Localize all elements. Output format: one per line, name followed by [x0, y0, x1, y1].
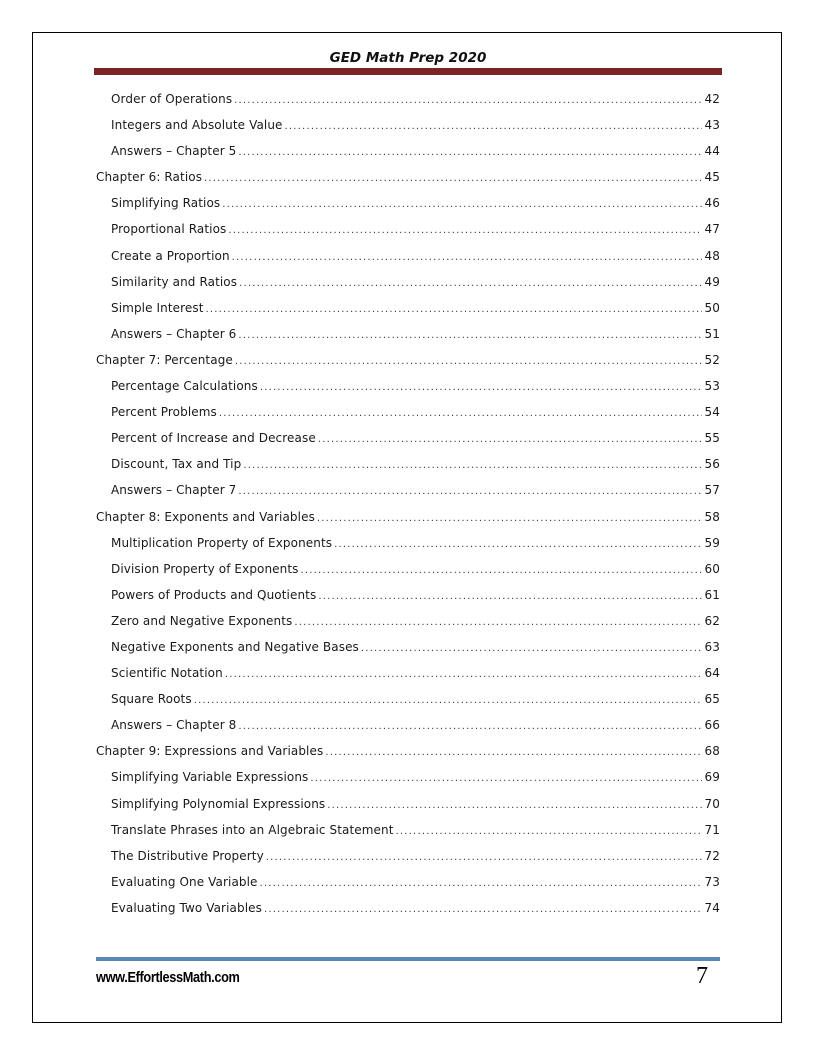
page-number: 7 — [696, 963, 708, 989]
toc-entry-title: Multiplication Property of Exponents — [111, 535, 333, 550]
dot-leader — [238, 147, 702, 158]
toc-entry-title: Translate Phrases into an Algebraic Statement — [111, 822, 394, 837]
toc-entry-page: 52 — [704, 352, 720, 367]
footer-website[interactable]: www.EffortlessMath.com — [96, 970, 240, 986]
toc-entry-page: 55 — [704, 431, 720, 446]
toc-chapter-entry[interactable] — [96, 353, 720, 379]
toc-entry-page: 53 — [704, 379, 720, 394]
toc-section-entry[interactable] — [96, 118, 720, 144]
toc-entry-title: Discount, Tax and Tip — [111, 457, 242, 472]
toc-entry-page: 65 — [704, 692, 720, 707]
toc-entry-page: 68 — [704, 744, 720, 759]
dot-leader — [219, 408, 702, 419]
toc-entry-page: 72 — [704, 848, 720, 863]
toc-chapter-entry[interactable] — [96, 170, 720, 196]
dot-leader — [238, 721, 702, 732]
toc-entry-title: Proportional Ratios — [111, 222, 227, 237]
dot-leader — [264, 904, 702, 915]
toc-section-entry[interactable] — [96, 536, 720, 562]
toc-entry-page: 74 — [704, 900, 720, 915]
dot-leader — [238, 486, 702, 497]
toc-section-entry[interactable] — [96, 692, 720, 718]
toc-entry-title: Percent Problems — [111, 405, 217, 420]
dot-leader — [232, 252, 702, 263]
toc-chapter-entry[interactable] — [96, 744, 720, 770]
toc-section-entry[interactable] — [96, 144, 720, 170]
toc-entry-page: 46 — [704, 196, 720, 211]
toc-entry-title: Similarity and Ratios — [111, 274, 238, 289]
dot-leader — [206, 304, 702, 315]
dot-leader — [310, 773, 702, 784]
toc-entry-title: Answers – Chapter 5 — [111, 144, 237, 159]
toc-section-entry[interactable] — [96, 718, 720, 744]
dot-leader — [318, 434, 702, 445]
toc-entry-page: 60 — [704, 561, 720, 576]
toc-section-entry[interactable] — [96, 327, 720, 353]
toc-entry-title: Chapter 7: Percentage — [96, 352, 233, 367]
toc-entry-page: 43 — [704, 118, 720, 133]
toc-section-entry[interactable] — [96, 222, 720, 248]
dot-leader — [260, 878, 702, 889]
toc-entry-title: Order of Operations — [111, 92, 233, 106]
toc-section-entry[interactable] — [96, 640, 720, 666]
toc-entry-title: The Distributive Property — [111, 848, 264, 863]
dot-leader — [334, 539, 702, 550]
toc-entry-page: 63 — [704, 639, 720, 654]
toc-entry-page: 42 — [704, 92, 720, 106]
toc-section-entry[interactable] — [96, 483, 720, 509]
toc-entry-page: 66 — [704, 718, 720, 733]
dot-leader — [260, 382, 702, 393]
toc-section-entry[interactable] — [96, 823, 720, 849]
toc-section-entry[interactable] — [96, 614, 720, 640]
dot-leader — [225, 669, 702, 680]
toc-entry-page: 56 — [704, 457, 720, 472]
toc-entry-title: Square Roots — [111, 692, 192, 707]
dot-leader — [317, 513, 702, 524]
toc-section-entry[interactable] — [96, 797, 720, 823]
dot-leader — [301, 565, 702, 576]
toc-entry-page: 57 — [704, 483, 720, 498]
toc-entry-page: 62 — [704, 613, 720, 628]
dot-leader — [194, 695, 702, 706]
table-of-contents — [96, 92, 720, 927]
running-header: GED Math Prep 2020 — [329, 50, 487, 66]
toc-entry-page: 50 — [704, 300, 720, 315]
dot-leader — [285, 121, 702, 132]
toc-section-entry[interactable] — [96, 301, 720, 327]
toc-entry-page: 73 — [704, 874, 720, 889]
toc-entry-page: 51 — [704, 326, 720, 341]
toc-entry-title: Simple Interest — [111, 300, 204, 315]
toc-entry-title: Answers – Chapter 8 — [111, 718, 237, 733]
toc-entry-title: Chapter 8: Exponents and Variables — [96, 509, 315, 524]
toc-entry-title: Chapter 6: Ratios — [96, 170, 203, 185]
toc-section-entry[interactable] — [96, 275, 720, 301]
toc-section-entry[interactable] — [96, 849, 720, 875]
toc-entry-page: 69 — [704, 770, 720, 785]
dot-leader — [235, 356, 702, 367]
toc-entry-page: 47 — [704, 222, 720, 237]
toc-entry-page: 70 — [704, 796, 720, 811]
dot-leader — [396, 826, 702, 837]
toc-section-entry[interactable] — [96, 457, 720, 483]
header-rule — [94, 68, 722, 75]
dot-leader — [361, 643, 702, 654]
toc-entry-title: Negative Exponents and Negative Bases — [111, 639, 359, 654]
dot-leader — [243, 460, 702, 471]
toc-entry-page: 54 — [704, 405, 720, 420]
dot-leader — [294, 617, 702, 628]
toc-entry-title: Chapter 9: Expressions and Variables — [96, 744, 324, 759]
toc-section-entry[interactable] — [96, 405, 720, 431]
dot-leader — [222, 199, 702, 210]
footer-rule — [96, 957, 720, 961]
toc-section-entry[interactable] — [96, 901, 720, 927]
toc-section-entry[interactable] — [96, 379, 720, 405]
toc-entry-title: Division Property of Exponents — [111, 561, 299, 576]
toc-section-entry[interactable] — [96, 196, 720, 222]
toc-entry-page: 61 — [704, 587, 720, 602]
toc-entry-title: Evaluating Two Variables — [111, 900, 262, 915]
toc-entry-page: 58 — [704, 509, 720, 524]
toc-entry-title: Answers – Chapter 6 — [111, 326, 237, 341]
toc-entry-title: Answers – Chapter 7 — [111, 483, 237, 498]
toc-entry-title: Simplifying Polynomial Expressions — [111, 796, 326, 811]
toc-entry-page: 44 — [704, 144, 720, 159]
toc-section-entry[interactable] — [96, 875, 720, 901]
toc-entry-page: 48 — [704, 248, 720, 263]
toc-entry-title: Powers of Products and Quotients — [111, 587, 317, 602]
toc-entry-page: 59 — [704, 535, 720, 550]
toc-chapter-entry[interactable] — [96, 510, 720, 536]
toc-entry-title: Simplifying Variable Expressions — [111, 770, 309, 785]
toc-section-entry[interactable] — [96, 666, 720, 692]
dot-leader — [239, 278, 702, 289]
dot-leader — [228, 225, 702, 236]
dot-leader — [325, 747, 702, 758]
toc-entry-title: Scientific Notation — [111, 666, 223, 681]
toc-entry-page: 45 — [704, 170, 720, 185]
toc-entry-title: Simplifying Ratios — [111, 196, 221, 211]
toc-section-entry[interactable] — [96, 588, 720, 614]
toc-entry-page: 71 — [704, 822, 720, 837]
toc-section-entry[interactable] — [96, 770, 720, 796]
toc-entry-page: 49 — [704, 274, 720, 289]
dot-leader — [234, 95, 702, 106]
toc-entry-title: Evaluating One Variable — [111, 874, 258, 889]
dot-leader — [204, 173, 702, 184]
dot-leader — [266, 852, 702, 863]
toc-section-entry[interactable] — [96, 92, 720, 118]
toc-section-entry[interactable] — [96, 249, 720, 275]
toc-entry-title: Zero and Negative Exponents — [111, 613, 293, 628]
toc-entry-title: Percent of Increase and Decrease — [111, 431, 316, 446]
toc-entry-title: Create a Proportion — [111, 248, 230, 263]
dot-leader — [318, 591, 702, 602]
dot-leader — [327, 800, 702, 811]
toc-entry-title: Percentage Calculations — [111, 379, 258, 394]
toc-entry-title: Integers and Absolute Value — [111, 118, 283, 133]
toc-section-entry[interactable] — [96, 431, 720, 457]
toc-entry-page: 64 — [704, 666, 720, 681]
dot-leader — [238, 330, 702, 341]
toc-section-entry[interactable] — [96, 562, 720, 588]
